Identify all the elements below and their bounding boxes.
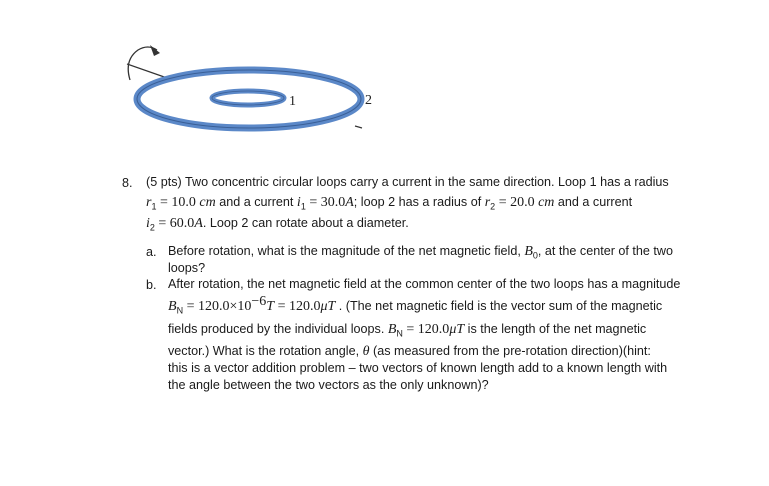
rotation-axis-line-far xyxy=(355,126,362,128)
rotation-arrow-head xyxy=(150,45,160,56)
problem-line-3 xyxy=(146,214,409,233)
r2-subscript: 2 xyxy=(490,201,496,212)
i2-symbol: i xyxy=(146,216,150,231)
part-a-text-2: , at the center of the two xyxy=(537,244,674,258)
BN2-unit: T xyxy=(456,322,465,337)
part-b-text-4b: (as measured from the pre-rotation direction)(hint: xyxy=(369,344,651,358)
BN-equation-1: = 120.0×10 xyxy=(183,299,252,314)
i1-symbol: i xyxy=(296,195,301,210)
mu-symbol: μ xyxy=(320,299,328,314)
part-b-line-1 xyxy=(168,275,680,294)
problem-number: 8. xyxy=(122,176,133,190)
BN-exponent: −6 xyxy=(251,293,267,309)
i2-subscript: 2 xyxy=(149,222,155,233)
part-b-text-3b: is the length of the net magnetic xyxy=(464,322,647,336)
r1-symbol: r xyxy=(146,195,152,210)
i2-value: = 60.0 xyxy=(154,216,195,231)
i2-unit: A xyxy=(194,216,203,231)
BN-unit-2: T xyxy=(327,299,336,314)
part-b-text-2: . (The net magnetic field is the vector sum of the magnetic xyxy=(335,299,663,313)
BN-equation-2: = 120.0 xyxy=(274,299,321,314)
part-b-line-3 xyxy=(168,320,646,339)
theta-symbol: θ xyxy=(362,344,370,359)
B0-subscript: 0 xyxy=(532,250,538,261)
part-b-line-6 xyxy=(168,376,489,395)
BN2-subscript: N xyxy=(396,328,403,339)
part-b-text-1: After rotation, the net magnetic field at the common center of the two loops has a magnitude xyxy=(168,277,681,291)
i1-value: = 30.0 xyxy=(305,195,346,210)
part-a-text-1: Before rotation, what is the magnitude of the net magnetic field, xyxy=(168,244,525,258)
part-a-text-3: loops? xyxy=(168,261,206,275)
and-current-text: and a current xyxy=(215,195,297,209)
BN-subscript: N xyxy=(176,305,184,316)
concentric-loops-figure xyxy=(0,0,769,140)
r2-value: = 20.0 xyxy=(495,195,539,210)
problem-points: (5 pts) xyxy=(146,175,182,189)
part-b-text-6: the angle between the two vectors as the only unknown)? xyxy=(168,378,489,392)
i1-subscript: 1 xyxy=(300,201,306,212)
problem-line-1 xyxy=(146,173,669,192)
part-a-label: a. xyxy=(146,245,157,259)
BN-symbol: B xyxy=(168,299,177,314)
outer-loop-2-edge xyxy=(137,70,361,128)
r2-symbol: r xyxy=(484,195,491,210)
part-b-label: b. xyxy=(146,278,157,292)
r1-subscript: 1 xyxy=(151,201,157,212)
r1-unit: cm xyxy=(199,195,216,210)
r2-unit: cm xyxy=(538,195,555,210)
B0-symbol: B xyxy=(524,244,533,259)
part-b-text-4a: vector.) What is the rotation angle, xyxy=(168,344,363,358)
loop2-radius-text: ; loop 2 has a radius of xyxy=(353,195,485,209)
BN2-equation: = 120.0 xyxy=(402,322,450,337)
part-b-text-5: this is a vector addition problem – two vectors of known length add to a known length with xyxy=(168,361,668,375)
BN2-symbol: B xyxy=(387,322,397,337)
loop-1-label: 1 xyxy=(289,94,296,109)
i1-unit: A xyxy=(345,195,354,210)
BN-unit-1: T xyxy=(266,299,275,314)
problem-line-2 xyxy=(146,193,632,212)
part-a-line-1 xyxy=(168,242,673,261)
part-b-line-2 xyxy=(168,293,663,316)
loop-2-label: 2 xyxy=(365,93,372,108)
problem-intro: Two concentric circular loops carry a current in the same direction. Loop 1 has a radius xyxy=(184,175,669,189)
mu-symbol-2: μ xyxy=(449,322,457,337)
part-b-text-3a: fields produced by the individual loops. xyxy=(168,322,388,336)
r1-value: = 10.0 xyxy=(156,195,200,210)
and-current-text-2: and a current xyxy=(554,195,633,209)
rotation-statement: . Loop 2 can rotate about a diameter. xyxy=(202,216,409,230)
